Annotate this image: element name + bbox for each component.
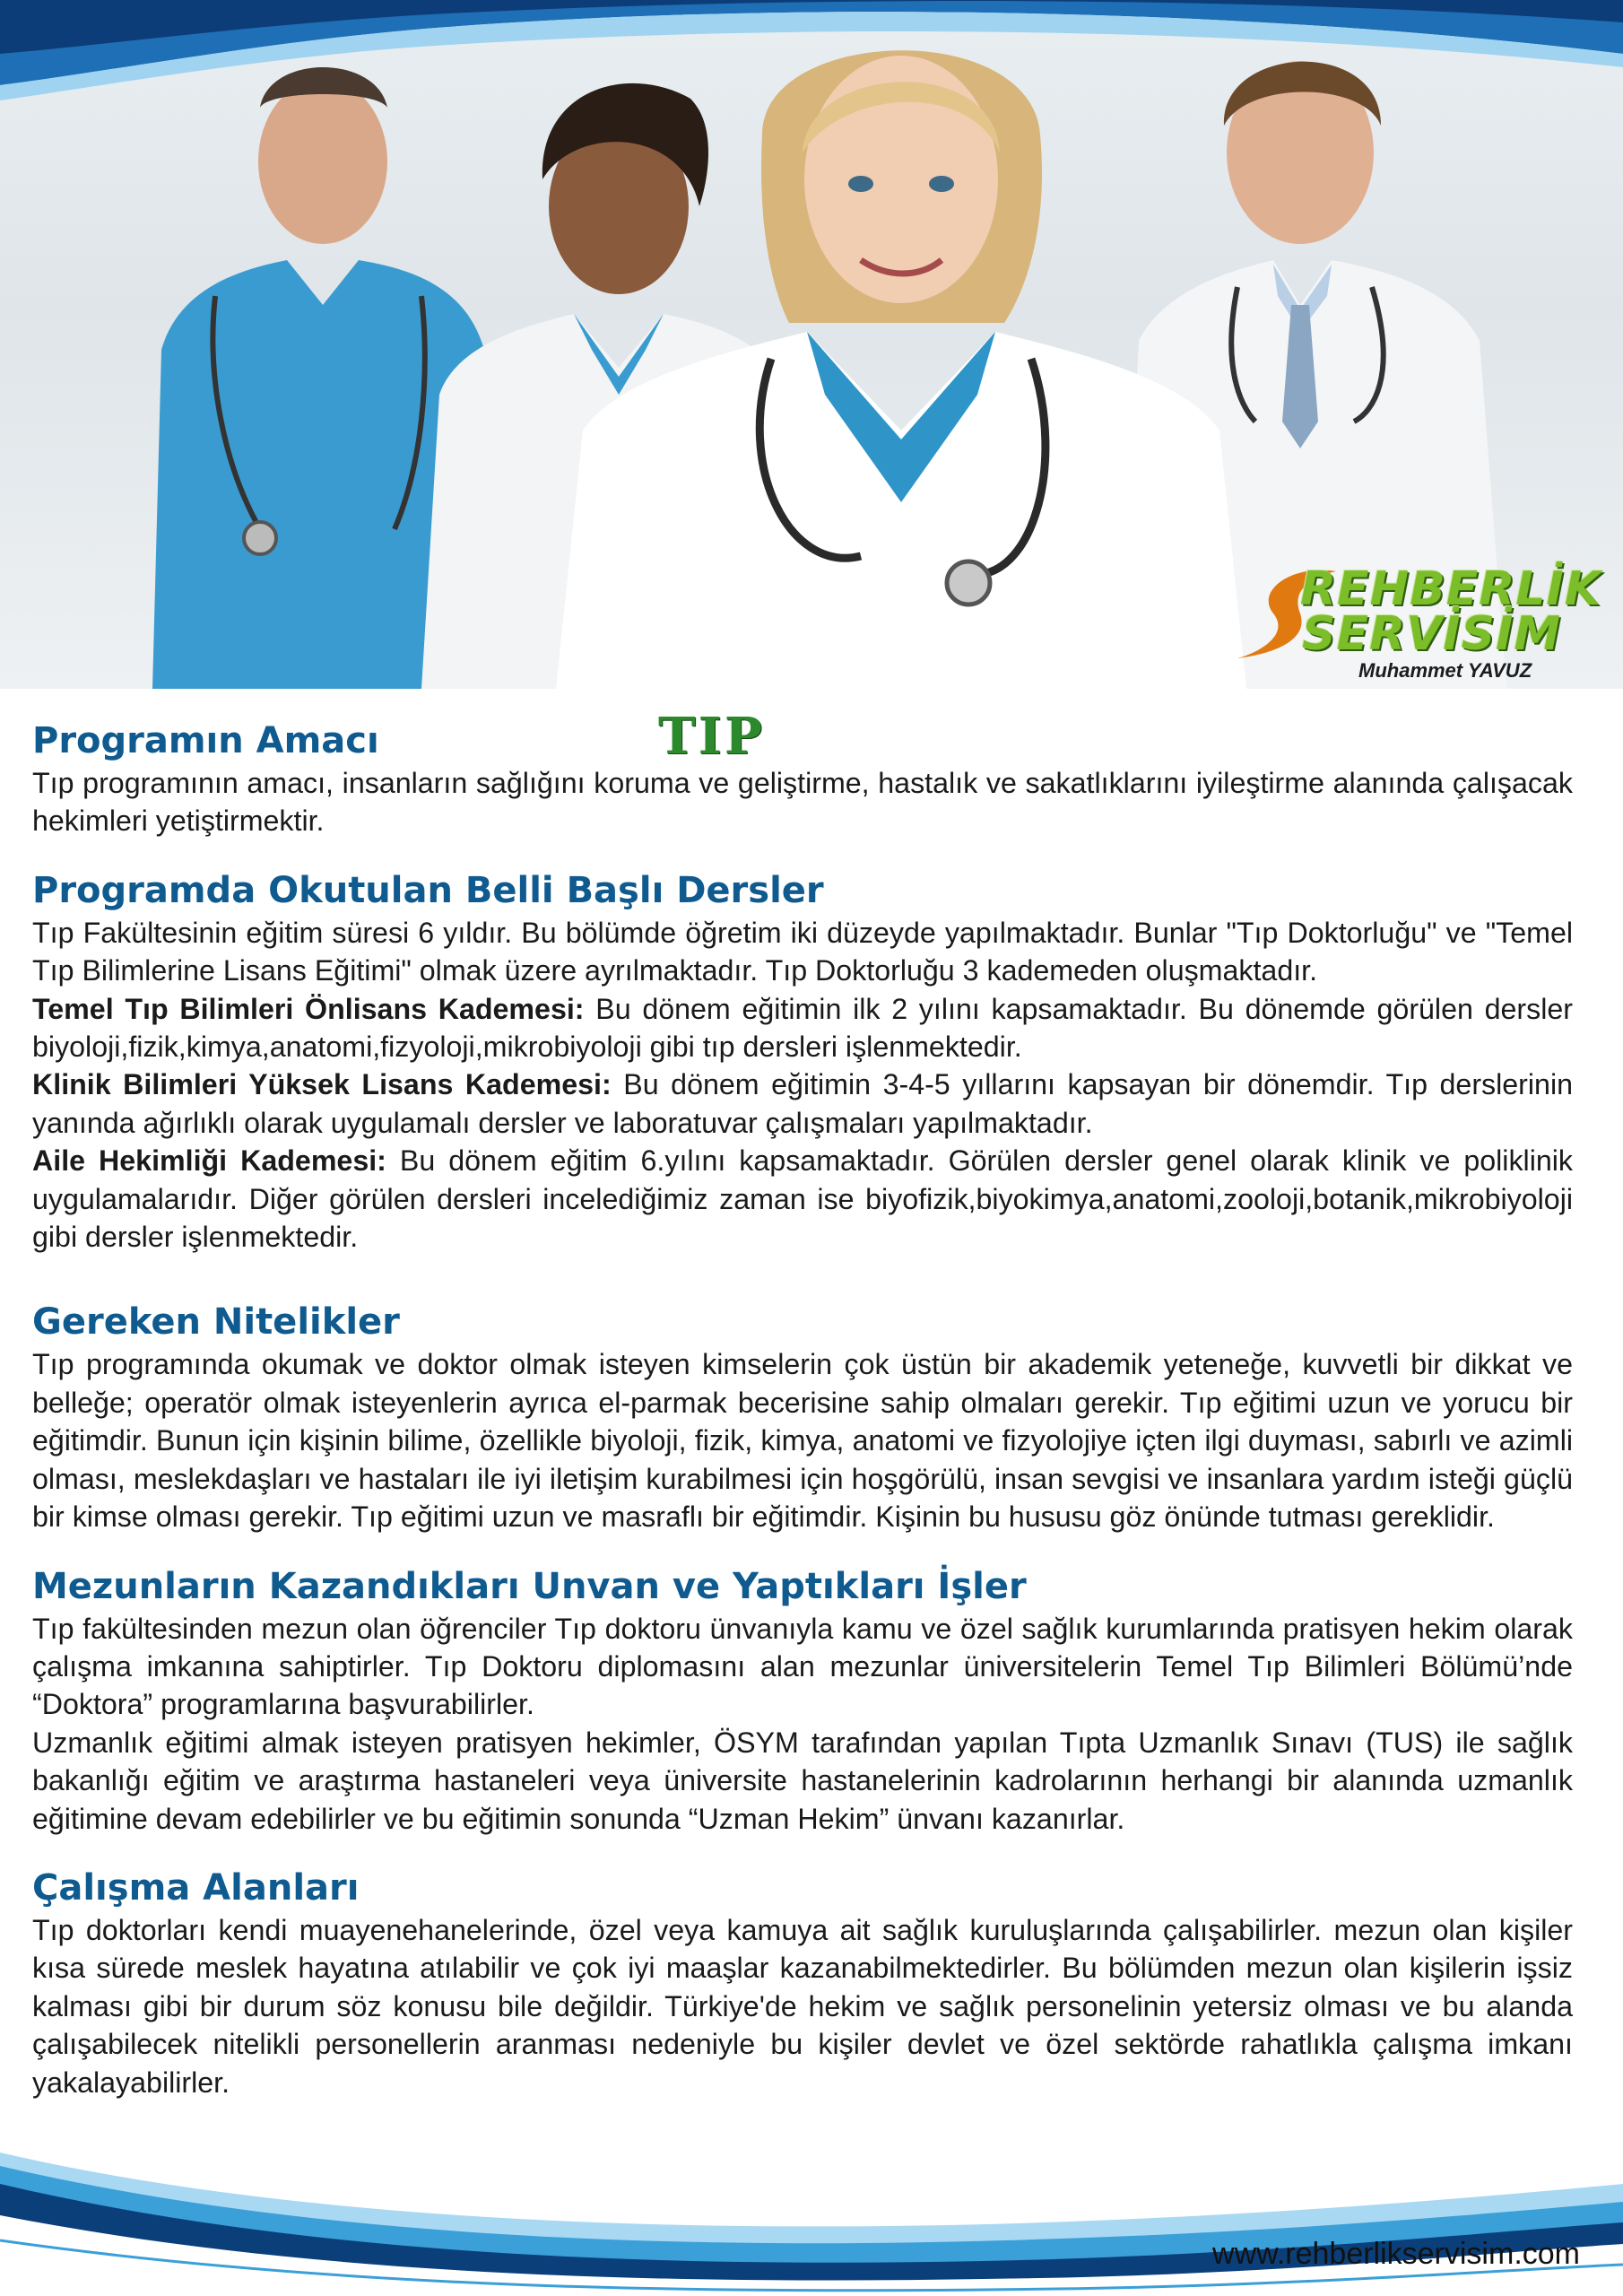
list-item (32, 1065, 1573, 1142)
footer-waves (0, 2135, 1623, 2296)
section-text: Tıp programında okumak ve doktor olmak isteyen kimselerin çok üstün bir akademik yeteneğe, kuvvetli bir dikkat ve belleğe; operatör olmak isteyenlerin ayrıca el-parmak becerisine sahip olmaları gerekir. Tıp eğitimi uzun ve yorucu bir eğitimdir. Bunun için kişinin bilime, özellikle biyoloji, fizik, kimya, anatomi ve fizyolojiye içten ilgi duyması, sabırlı ve azimli olması, meslekdaşları ve hastaları ile iyi iletişim kurabilmesi için hoşgörülü, insan sevgisi ve insanlara yardım isteği güçlü bir kimse olması gerekir. Tıp eğitimi uzun ve masraflı bir eğitimdir. Kişinin bu hususu göz önünde tutması gereklidir. (32, 1348, 1573, 1534)
section-unvan (32, 1563, 1573, 1838)
item-text: Bu dönem eğitim 6.yılını kapsamaktadır. Görülen dersler genel olarak klinik ve poliklinik uygulamalarıdır. Diğer görülen dersleri incelediğimiz zaman ise biyofizik,biyokimya,anatomi,zooloji,botanik,mikrobiyoloji gibi dersler işlenmektedir. (32, 1144, 1573, 1254)
list-item (32, 1142, 1573, 1256)
item-label: Temel Tıp Bilimleri Önlisans Kademesi: (32, 992, 585, 1025)
logo-owner: Muhammet YAVUZ (1358, 659, 1532, 682)
item-label: Klinik Bilimleri Yüksek Lisans Kademesi: (32, 1068, 612, 1101)
section-intro: Tıp Fakültesinin eğitim süresi 6 yıldır. Bu bölümde öğretim iki düzeyde yapılmaktadır. Bunlar "Tıp Doktorluğu" ve "Temel Tıp Bilimlerine Lisans Eğitimi" olmak üzere ayrılmaktadır. Tıp Doktorluğu 3 kademeden oluşmaktadır. (32, 916, 1573, 987)
section-text: Tıp fakültesinden mezun olan öğrenciler Tıp doktoru ünvanıyla kamu ve özel sağlık kurumlarında pratisyen hekim olarak çalışma imkanına sahiptirler. Tıp Doktoru diplomasını alan mezunlar üniversitelerin Temel Tıp Bilimleri Bölümü’nde “Doktora” programlarına başvurabilirler. (32, 1612, 1573, 1721)
section-amac (32, 718, 1573, 840)
section-alanlar (32, 1865, 1573, 2101)
section-heading: Mezunların Kazandıkları Unvan ve Yaptıkları İşler (32, 1565, 1027, 1607)
section-heading: Çalışma Alanları (32, 1866, 360, 1909)
item-text: Bu dönem eğitimin 3-4-5 yıllarını kapsayan bir dönemdir. Tıp derslerinin yanında ağırlıklı olarak uygulamalı dersler ve laboratuvar çalışmaları yapılmaktadır. (32, 1068, 1574, 1139)
document-title: TIP (658, 707, 765, 766)
section-text: Uzmanlık eğitimi almak isteyen pratisyen hekimler, ÖSYM tarafından yapılan Tıpta Uzmanlık Sınavı (TUS) ile sağlık bakanlığı eğitim ve araştırma hastaneleri veya üniversite hastanelerinin kadrolarının herhangi bir alanında uzmanlık eğitimine devam edebilirler ve bu eğitimin sonunda “Uzman Hekim” ünvanı kazanırlar. (32, 1726, 1573, 1835)
section-heading: Gereken Nitelikler (32, 1301, 400, 1344)
logo-line1: REHBERLİK (1300, 562, 1602, 616)
item-label: Aile Hekimliği Kademesi: (32, 1144, 386, 1178)
logo-line2: SERVİSİM (1302, 607, 1562, 661)
hero-image (0, 0, 1623, 689)
logo (1237, 552, 1602, 686)
section-dersler (32, 867, 1573, 1257)
content (32, 718, 1573, 2128)
section-text: Tıp doktorları kendi muayenehanelerinde, özel veya kamuya ait sağlık kuruluşlarında çalışabilirler. mezun olan kişiler kısa sürede meslek hayatına atılabilir ve çok iyi maaşlar kazanabilmektedirler. Bu bölümden mezun olan kişilerin işsiz kalması gibi bir durum söz konusu bile değildir. Türkiye'de hekim ve sağlık personelinin yetersiz olması ve bu alanda çalışabilecek nitelikli personellerin aranması nedeniyle bu kişiler devlet ve özel sektörde rahatlıkla çalışma imkanı yakalayabilirler. (32, 1913, 1573, 2099)
section-nitelikler (32, 1299, 1573, 1535)
section-text: Tıp programının amacı, insanların sağlığını koruma ve geliştirme, hastalık ve sakatlıklarını iyileştirme alanında çalışacak hekimleri yetiştirmektir. (32, 767, 1573, 838)
website-link[interactable]: www.rehberlikservisim.com (1212, 2237, 1580, 2271)
list-item (32, 990, 1573, 1066)
section-heading: Programın Amacı (32, 720, 379, 761)
item-text: Bu dönem eğitimin ilk 2 yılını kapsamaktadır. Bu dönemde görülen dersler biyoloji,fizik,kimya,anatomi,fizyoloji,mikrobiyoloji gibi tıp dersleri işlenmektedir. (32, 992, 1573, 1064)
section-heading: Programda Okutulan Belli Başlı Dersler (32, 869, 824, 911)
